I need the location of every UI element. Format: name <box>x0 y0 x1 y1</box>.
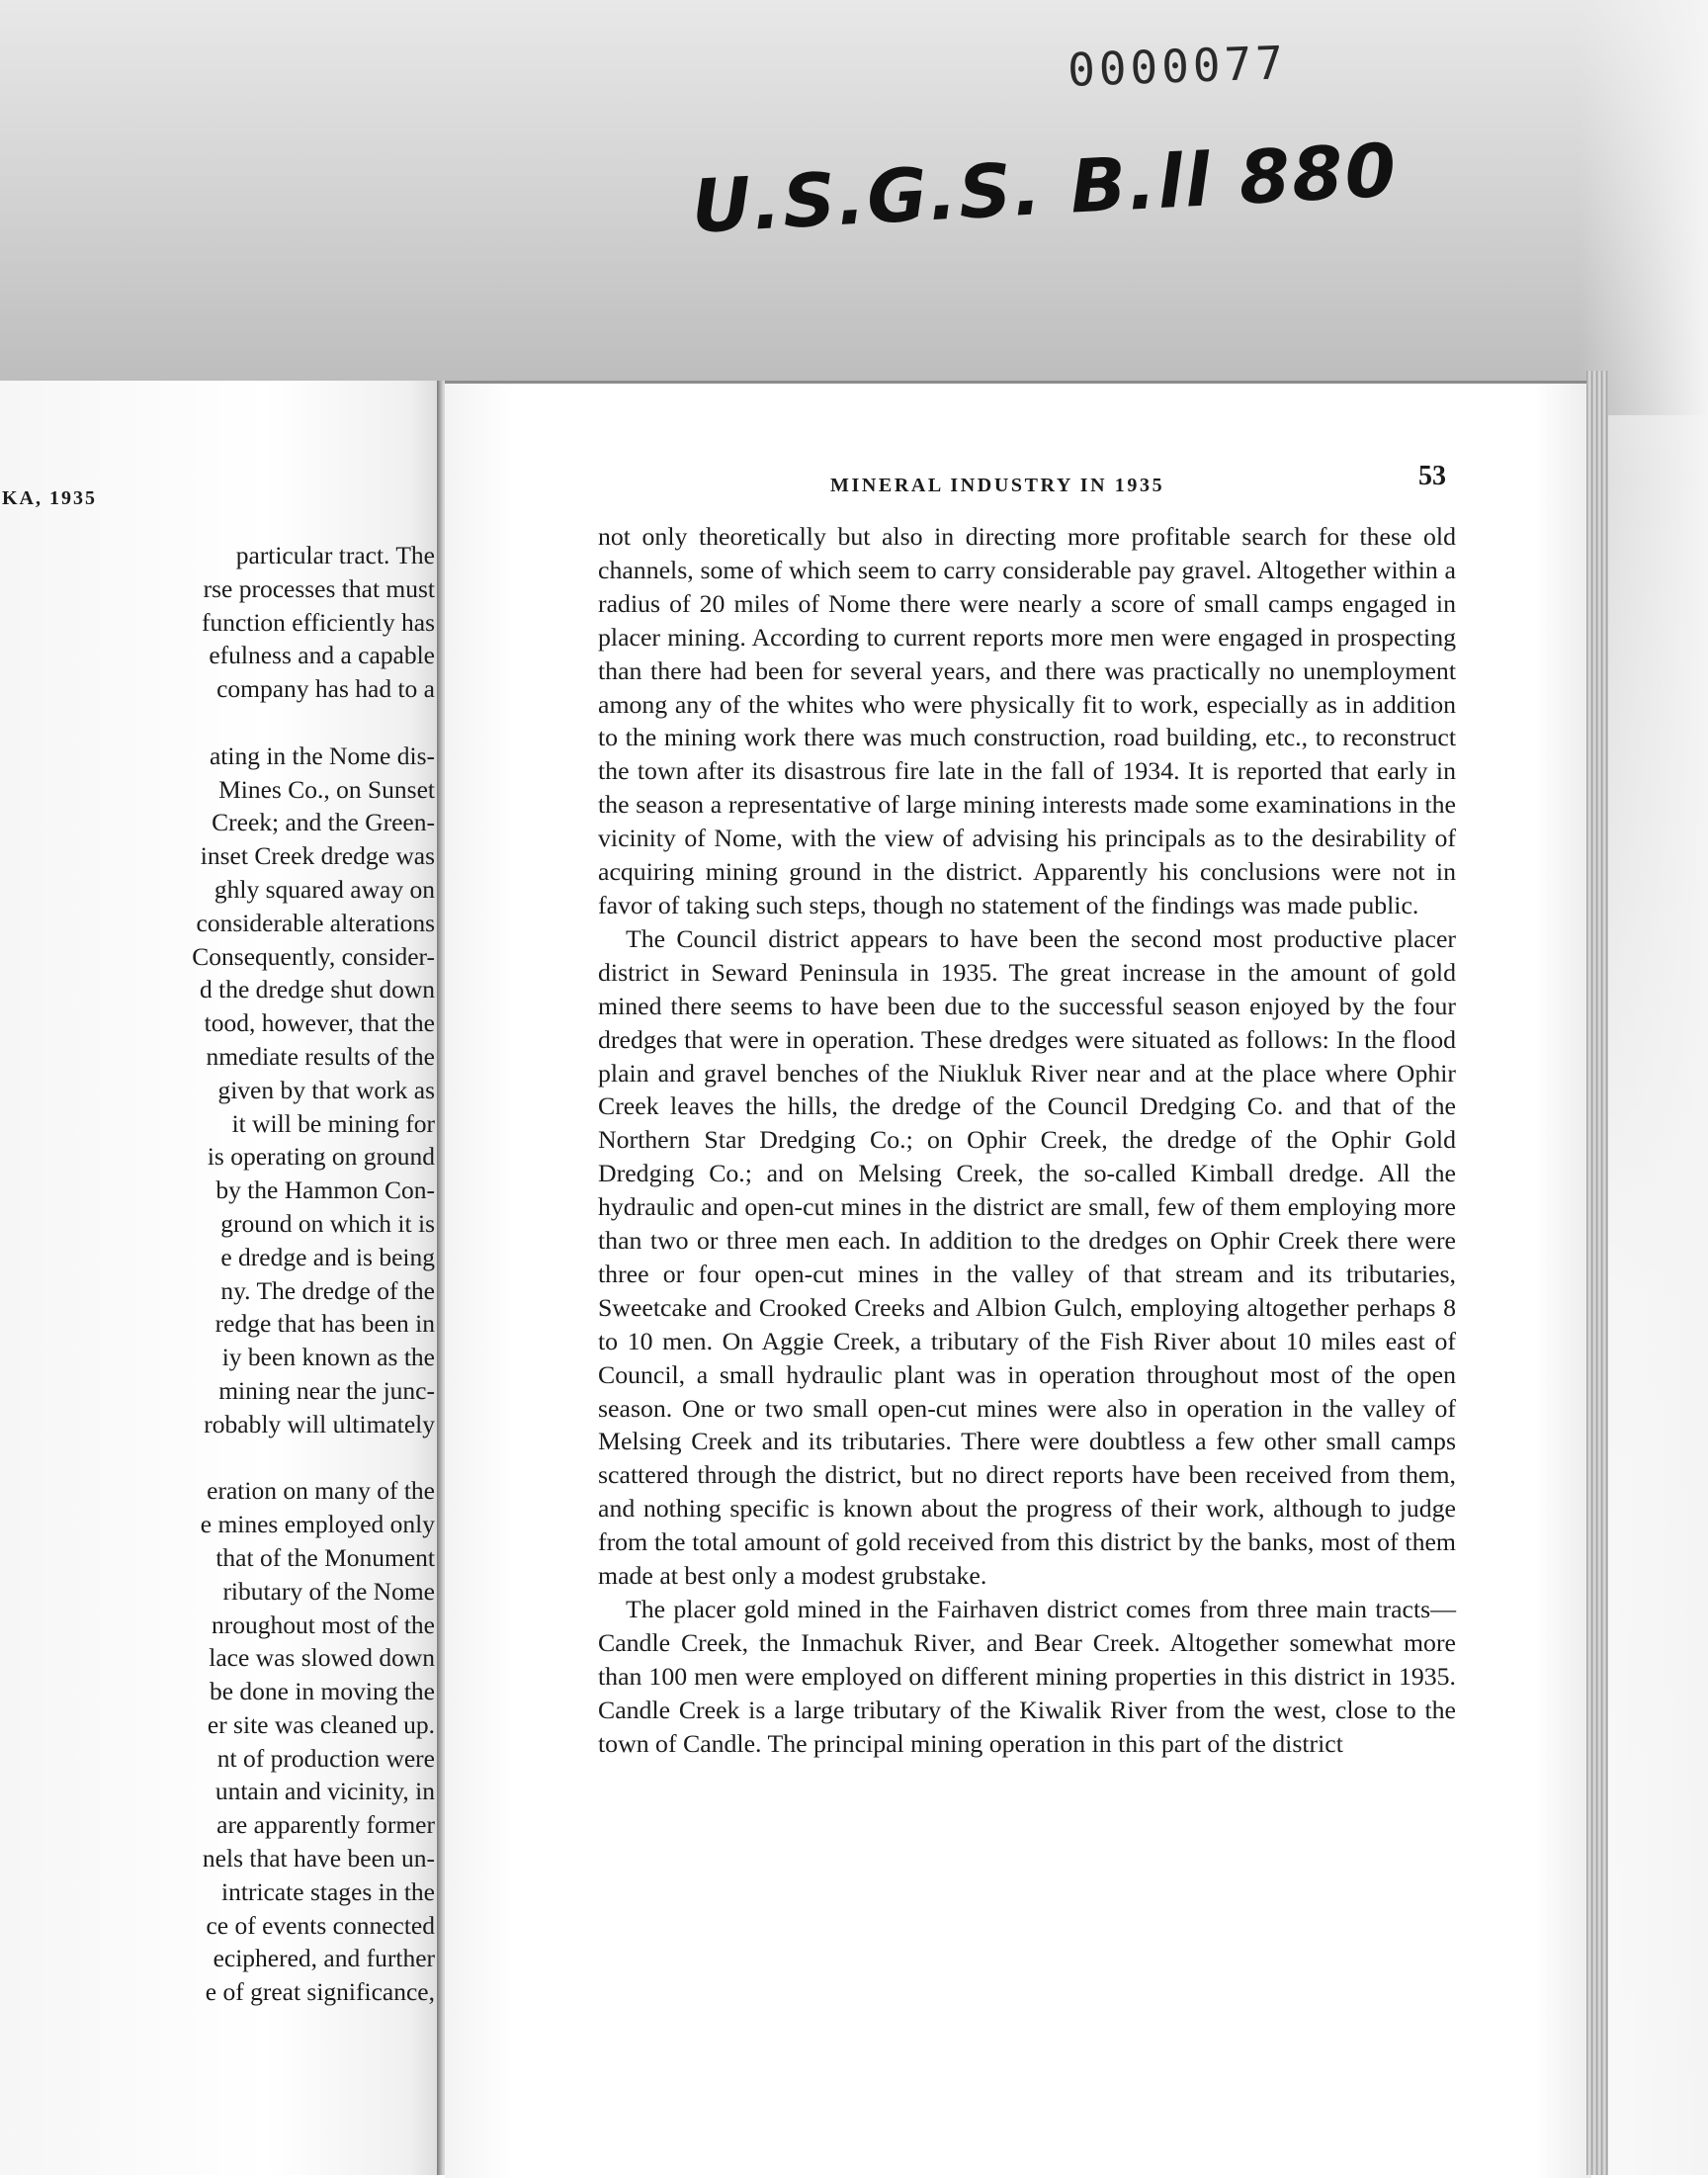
text-line: nt of production were <box>216 1743 435 1773</box>
text-line: e mines employed only <box>200 1510 435 1539</box>
page-number: 53 <box>1418 461 1446 491</box>
text-line: Creek; and the Green- <box>212 808 435 837</box>
text-line: efulness and a capable <box>209 641 435 670</box>
running-head: MINERAL INDUSTRY IN 1935 <box>830 475 1165 496</box>
text-line: are apparently former <box>216 1810 435 1840</box>
paragraph: The placer gold mined in the Fairhaven district comes from three main tracts—Candle Creek, the Inmachuk River, and Bear Creek. Altogether somewhat more than 100 men were employed on different mining properties in this district in 1935. Candle Creek is a large tributary of the Kiwalik River from the west, close to the town of Candle. The principal mining operation in this part of the district <box>598 1595 1456 1758</box>
text-line: company has had to a <box>216 674 435 704</box>
text-line: ce of events connected <box>206 1910 435 1940</box>
left-running-head: KA, 1935 <box>2 487 97 509</box>
paragraph: The Council district appears to have been the second most productive placer district in Seward Peninsula in 1935. The great increase in the amount of gold mined there seems to have been due to the successful season enjoyed by the four dredges that were in operation. These dredges were situated as follows: In the flood plain and gravel benches of the Niukluk River near and at the place where Ophir Creek leaves the hills, the dredge of the Council Dredging Co. and that of the Northern Star Dredging Co.; on Ophir Creek, the dredge of the Ophir Gold Dredging Co.; and on Melsing Creek, the so-called Kimball dredge. All the hydraulic and open-cut mines in the district are small, few of them employing more than two or three men each. In addition to the dredges on Ophir Creek there were three or four open-cut mines in the valley of that stream and its tributaries, Sweetcake and Crooked Creeks and Albion Gulch, employing altogether perhaps 8 to 10 men. On Aggie Creek, a tributary of the Fish River about 10 miles east of Council, a small hydraulic plant was in operation throughout most of the open season. One or two small open-cut mines were also in operation in the valley of Melsing Creek and its tributaries. There were doubtless a few other small camps scattered through the district, but no direct reports have been received from them, and nothing specific is known about the progress of their work, although to judge from the total amount of gold received from this district by the banks, most of them made at best only a modest grubstake. <box>598 923 1456 1591</box>
text-line: redge that has been in <box>214 1309 435 1339</box>
text-line: nroughout most of the <box>212 1610 435 1639</box>
text-line: nels that have been un- <box>202 1844 435 1873</box>
text-line: untain and vicinity, in <box>214 1777 435 1806</box>
line-gap <box>79 706 435 740</box>
main-text-column <box>598 520 1456 1761</box>
text-line: ributary of the Nome <box>222 1576 435 1606</box>
text-line: ghly squared away on <box>214 874 435 904</box>
text-line: ny. The dredge of the <box>220 1275 435 1305</box>
text-line: d the dredge shut down <box>200 975 435 1004</box>
text-line: by the Hammon Con- <box>215 1176 435 1205</box>
text-line: e of great significance, <box>205 1977 435 2007</box>
line-gap <box>79 1441 435 1475</box>
text-line: ating in the Nome dis- <box>209 741 435 770</box>
text-line: eration on many of the <box>207 1476 435 1506</box>
stamp-number: 0000077 <box>1067 36 1288 97</box>
text-line: considerable alterations <box>196 908 435 937</box>
text-line: Consequently, consider- <box>192 941 435 971</box>
text-line: it will be mining for <box>231 1108 435 1138</box>
text-line: robably will ultimately <box>204 1409 435 1438</box>
text-line: lace was slowed down <box>209 1643 435 1673</box>
text-line: tood, however, that the <box>204 1008 435 1038</box>
paragraph: not only theoretically but also in directing more profitable search for these old channels, some of which seem to carry considerable pay gravel. Altogether within a radius of 20 miles of Nome there were nearly a score of small camps engaged in placer mining. According to current reports more men were engaged in prospecting than there had been for several years, and there was practically no unemployment among any of the whites who were physically fit to work, especially as in addition to the mining work there was much construction, road building, etc., to reconstruct the town after its disastrous fire late in the fall of 1934. It is reported that early in the season a representative of large mining interests made some examinations in the vicinity of Nome, with the view of advising his principals as to the desirability of acquiring mining ground in the district. Apparently his conclusions were not in favor of taking such steps, though no statement of the findings was made public. <box>598 522 1456 919</box>
text-line: inset Creek dredge was <box>200 841 435 871</box>
text-line: ground on which it is <box>220 1208 435 1238</box>
text-line: nmediate results of the <box>206 1041 435 1071</box>
text-line: Mines Co., on Sunset <box>218 774 435 804</box>
text-line: given by that work as <box>217 1075 435 1104</box>
text-line: er site was cleaned up. <box>207 1709 435 1739</box>
text-line: eciphered, and further <box>213 1944 435 1973</box>
text-line: iy been known as the <box>221 1343 435 1372</box>
text-line: mining near the junc- <box>218 1375 435 1405</box>
left-page <box>0 381 445 2175</box>
text-line: rse processes that must <box>203 573 435 603</box>
text-line: that of the Monument <box>215 1542 435 1572</box>
text-line: function efficiently has <box>201 607 435 637</box>
handwritten-note: U.S.G.S. B.ll 880 <box>689 128 1401 250</box>
text-line: intricate stages in the <box>221 1876 435 1906</box>
text-line: particular tract. The <box>235 541 435 569</box>
text-line: e dredge and is being <box>220 1242 435 1271</box>
page-edge-stack <box>1586 371 1608 2175</box>
text-line: be done in moving the <box>209 1677 435 1706</box>
text-line: is operating on ground <box>207 1142 435 1172</box>
left-text-column <box>79 539 435 2009</box>
